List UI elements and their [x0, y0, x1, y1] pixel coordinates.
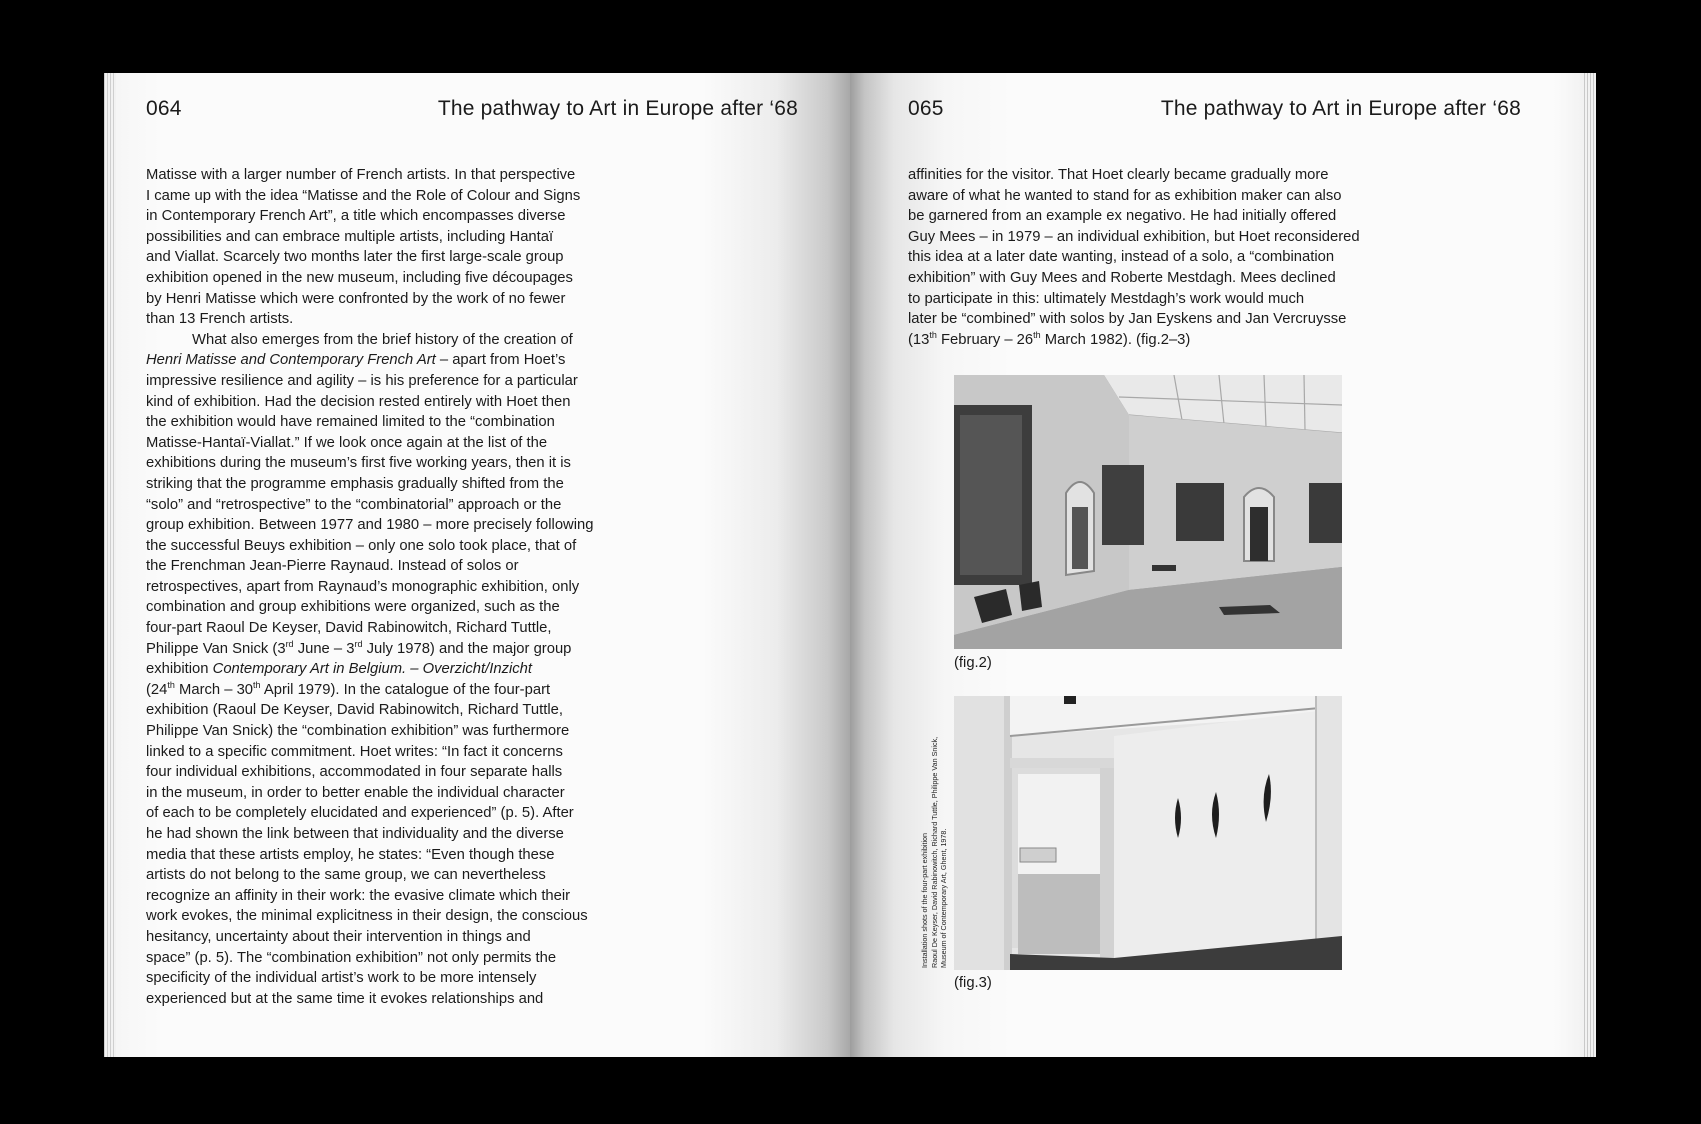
side-caption-line: Museum of Contemporary Art, Ghent, 1978.: [939, 828, 949, 968]
text-line: the exhibition would have remained limited to the “combination: [146, 414, 555, 431]
figure-caption: (fig.2): [954, 655, 992, 671]
text-line: June – 3: [293, 640, 355, 657]
ordinal-suffix: rd: [354, 638, 363, 649]
ordinal-suffix: th: [253, 679, 261, 690]
text-line: artists do not belong to the same group, we can nevertheless: [146, 867, 546, 884]
text-line: exhibition” with Guy Mees and Roberte Mestdagh. Mees declined: [908, 269, 1336, 286]
text-line: space” (p. 5). The “combination exhibition” not only permits the: [146, 949, 557, 966]
paragraph: [146, 165, 622, 330]
paragraph: [146, 330, 622, 1010]
ordinal-suffix: th: [929, 329, 937, 340]
text-line: Matisse-Hantaï-Viallat.” If we look once again at the list of the: [146, 434, 548, 451]
text-line: he had shown the link between that individuality and the diverse: [146, 826, 564, 842]
text-line: to participate in this: ultimately Mestdagh’s work would much: [908, 290, 1305, 307]
text-line: media that these artists employ, he states: “Even though these: [146, 846, 555, 863]
text-line: impressive resilience and agility – is his preference for a particular: [146, 372, 578, 389]
text-line: March – 30: [174, 681, 254, 698]
body-text: [908, 165, 1386, 350]
ordinal-suffix: th: [167, 679, 175, 690]
page-number: 064: [146, 97, 182, 120]
text-line: What also emerges from the brief history of the creation of: [192, 331, 573, 348]
text-line: July 1978) and the major group: [362, 640, 572, 657]
text-line: in the museum, in order to better enable the individual character: [146, 784, 565, 801]
text-line: “solo” and “retrospective” to the “combinatorial” approach or the: [146, 496, 562, 513]
text-line: linked to a specific commitment. Hoet writes: “In fact it concerns: [146, 743, 563, 760]
text-line: this idea at a later date wanting, instead of a solo, a “combination: [908, 249, 1335, 266]
text-line: by Henri Matisse which were confronted by the work of no fewer: [146, 290, 566, 307]
text-line: affinities for the visitor. That Hoet clearly became gradually more: [908, 167, 1329, 183]
text-line: – apart from Hoet’s: [435, 352, 566, 369]
text-line: work evokes, the minimal explicitness in their design, the conscious: [146, 908, 588, 925]
side-caption-line: Installation shots of the four-part exhibition: [920, 832, 929, 968]
text-line: the successful Beuys exhibition – only one solo took place, that of: [146, 537, 577, 554]
text-line: Philippe Van Snick) the “combination exhibition” was furthermore: [146, 723, 570, 740]
italic-title: Henri Matisse and Contemporary French Art: [146, 352, 436, 369]
text-line: aware of what he wanted to stand for as exhibition maker can also: [908, 187, 1342, 204]
text-line: I came up with the idea “Matisse and the Role of Colour and Signs: [146, 187, 581, 204]
text-line: recognize an affinity in their work: the evasive climate which their: [146, 887, 571, 904]
text-line: four-part Raoul De Keyser, David Rabinowitch, Richard Tuttle,: [146, 620, 552, 637]
text-line: later be “combined” with solos by Jan Eyskens and Jan Vercruysse: [908, 311, 1347, 328]
running-title: The pathway to Art in Europe after ‘68: [437, 97, 798, 120]
text-line: March 1982). (fig.2–3): [1040, 331, 1191, 348]
text-line: Philippe Van Snick (3: [146, 640, 286, 657]
text-line: group exhibition. Between 1977 and 1980 – more precisely following: [146, 517, 594, 534]
text-line: exhibition (Raoul De Keyser, David Rabinowitch, Richard Tuttle,: [146, 702, 563, 719]
figure-3-photo: [954, 696, 1342, 970]
right-page: [850, 73, 1583, 1057]
ordinal-suffix: rd: [285, 638, 294, 649]
text-line: of each to be completely elucidated and experienced” (p. 5). After: [146, 805, 574, 822]
text-line: specificity of the individual artist’s work to be more intensely: [146, 970, 537, 987]
text-line: April 1979). In the catalogue of the four-part: [260, 681, 551, 698]
left-page: [116, 73, 850, 1057]
italic-title: Contemporary Art in Belgium. – Overzicht/Inzicht: [212, 661, 532, 678]
figure-caption: (fig.3): [954, 975, 992, 991]
text-line: exhibition opened in the new museum, including five découpages: [146, 269, 573, 286]
text-line: Guy Mees – in 1979 – an individual exhibition, but Hoet reconsidered: [908, 228, 1360, 245]
running-title: The pathway to Art in Europe after ‘68: [1160, 97, 1521, 120]
ordinal-suffix: th: [1033, 329, 1041, 340]
body-text: [146, 165, 622, 1009]
text-line: and Viallat. Scarcely two months later the first large-scale group: [146, 249, 564, 266]
side-caption-line: Raoul De Keyser, David Rabinowitch, Richard Tuttle, Philippe Van Snick,: [929, 736, 939, 968]
paragraph: [908, 165, 1386, 350]
text-line: Matisse with a larger number of French artists. In that perspective: [146, 167, 576, 183]
figure-2-photo: [954, 375, 1342, 649]
text-line: exhibitions during the museum’s first five working years, then it is: [146, 455, 571, 472]
text-line: four individual exhibitions, accommodated in four separate halls: [146, 764, 563, 781]
text-line: (13: [908, 331, 930, 348]
text-line: be garnered from an example ex negativo. He had initially offered: [908, 208, 1337, 225]
text-line: combination and group exhibitions were organized, such as the: [146, 599, 560, 616]
text-line: the Frenchman Jean-Pierre Raynaud. Instead of solos or: [146, 558, 519, 575]
page-number: 065: [908, 97, 944, 120]
side-caption: [920, 708, 949, 968]
text-line: hesitancy, uncertainty about their intervention in things and: [146, 928, 531, 945]
text-line: in Contemporary French Art”, a title which encompasses diverse: [146, 208, 566, 225]
text-line: (24: [146, 681, 168, 698]
text-line: retrospectives, apart from Raynaud’s monographic exhibition, only: [146, 578, 580, 595]
text-line: February – 26: [936, 331, 1034, 348]
text-line: experienced but at the same time it evokes relationships and: [146, 990, 544, 1007]
text-line: than 13 French artists.: [146, 311, 294, 328]
page-edges-right: [1582, 73, 1596, 1057]
text-line: exhibition: [146, 661, 213, 678]
text-line: kind of exhibition. Had the decision rested entirely with Hoet then: [146, 393, 571, 410]
text-line: striking that the programme emphasis gradually shifted from the: [146, 475, 564, 492]
text-line: possibilities and can embrace multiple artists, including Hantaï: [146, 228, 554, 245]
